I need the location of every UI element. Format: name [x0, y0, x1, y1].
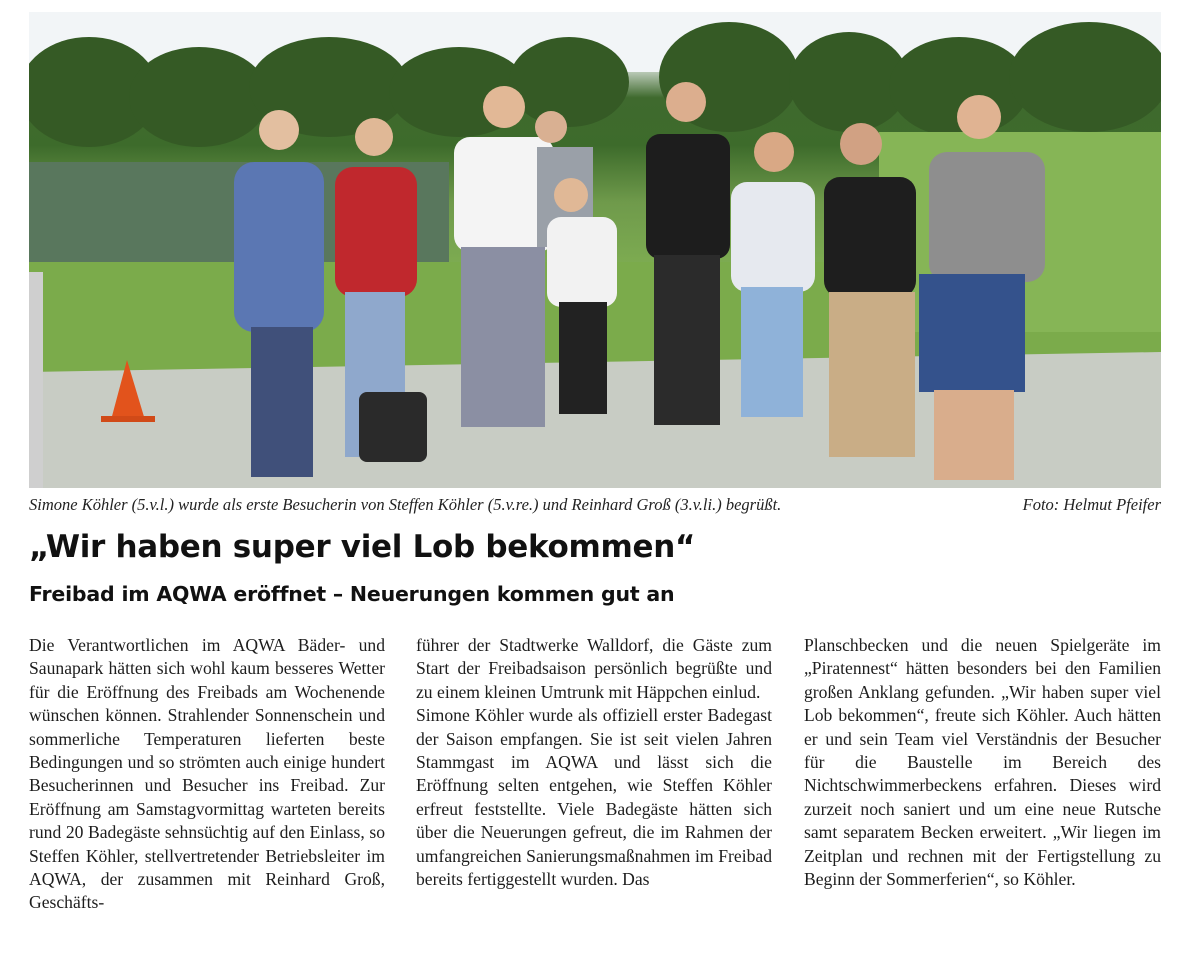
- caption-text: Simone Köhler (5.v.l.) wurde als erste Besucherin von Steffen Köhler (5.v.re.) und Reinhard Groß (3.v.li.) begrüßt.: [29, 495, 782, 514]
- article-column-1: [29, 634, 385, 915]
- photo-caption: [29, 495, 1161, 515]
- article-headline: „Wir haben super viel Lob bekommen“: [29, 529, 696, 565]
- paragraph: Die Verantwortlichen im AQWA Bäder- und Saunapark hätten sich wohl kaum besseres Wetter für die Eröffnung des Freibads am Wochenende wünschen können. Strahlender Sonnenschein und sommerliche Temperaturen lieferten beste Bedingungen und so strömten auch einige hundert Besucherinnen und Besucher ins Freibad. Zur Eröffnung am Samstagvormittag warteten bereits rund 20 Badegäste sehnsüchtig auf den Einlass, so Steffen Köhler, stellvertretender Betriebsleiter im AQWA, der zusammen mit Reinhard Groß, Geschäfts-: [29, 635, 385, 913]
- group-photo-icon: [29, 12, 1161, 488]
- paragraph: führer der Stadtwerke Walldorf, die Gäste zum Start der Freibadsaison persönlich begrüßte und zu einem kleinen Umtrunk mit Häppchen einlud.: [416, 635, 772, 702]
- paragraph: Planschbecken und die neuen Spielgeräte im „Piratennest“ hätten besonders bei den Familien großen Anklang gefunden. „Wir haben super viel Lob bekommen“, freute sich Köhler. Auch hätten er und sein Team viel Verständnis der Besucher für die Baustelle im Bereich des Nichtschwimmerbeckens erfahren. Dieses wird zurzeit noch saniert und um eine neue Rutsche samt separatem Becken erweitert. „Wir liegen im Zeitplan und rechnen mit der Fertigstellung zu Beginn der Sommerferien“, so Köhler.: [804, 635, 1161, 890]
- photo-credit: Foto: Helmut Pfeifer: [1022, 495, 1161, 514]
- paragraph: Simone Köhler wurde als offiziell erster Badegast der Saison empfangen. Sie ist seit vielen Jahren Stammgast im AQWA und lässt sich die Eröffnung selten entgehen, wie Steffen Köhler erfreut feststellte. Viele Badegäste hätten sich über die Neuerungen gefreut, die im Rahmen der umfangreichen Sanierungsmaßnahmen im Freibad bereits fertiggestellt wurden. Das: [416, 705, 772, 890]
- article-photo: [29, 12, 1161, 488]
- article-column-2: [416, 634, 772, 891]
- article-column-3: [804, 634, 1161, 891]
- article-subheadline: Freibad im AQWA eröffnet – Neuerungen kommen gut an: [29, 582, 675, 606]
